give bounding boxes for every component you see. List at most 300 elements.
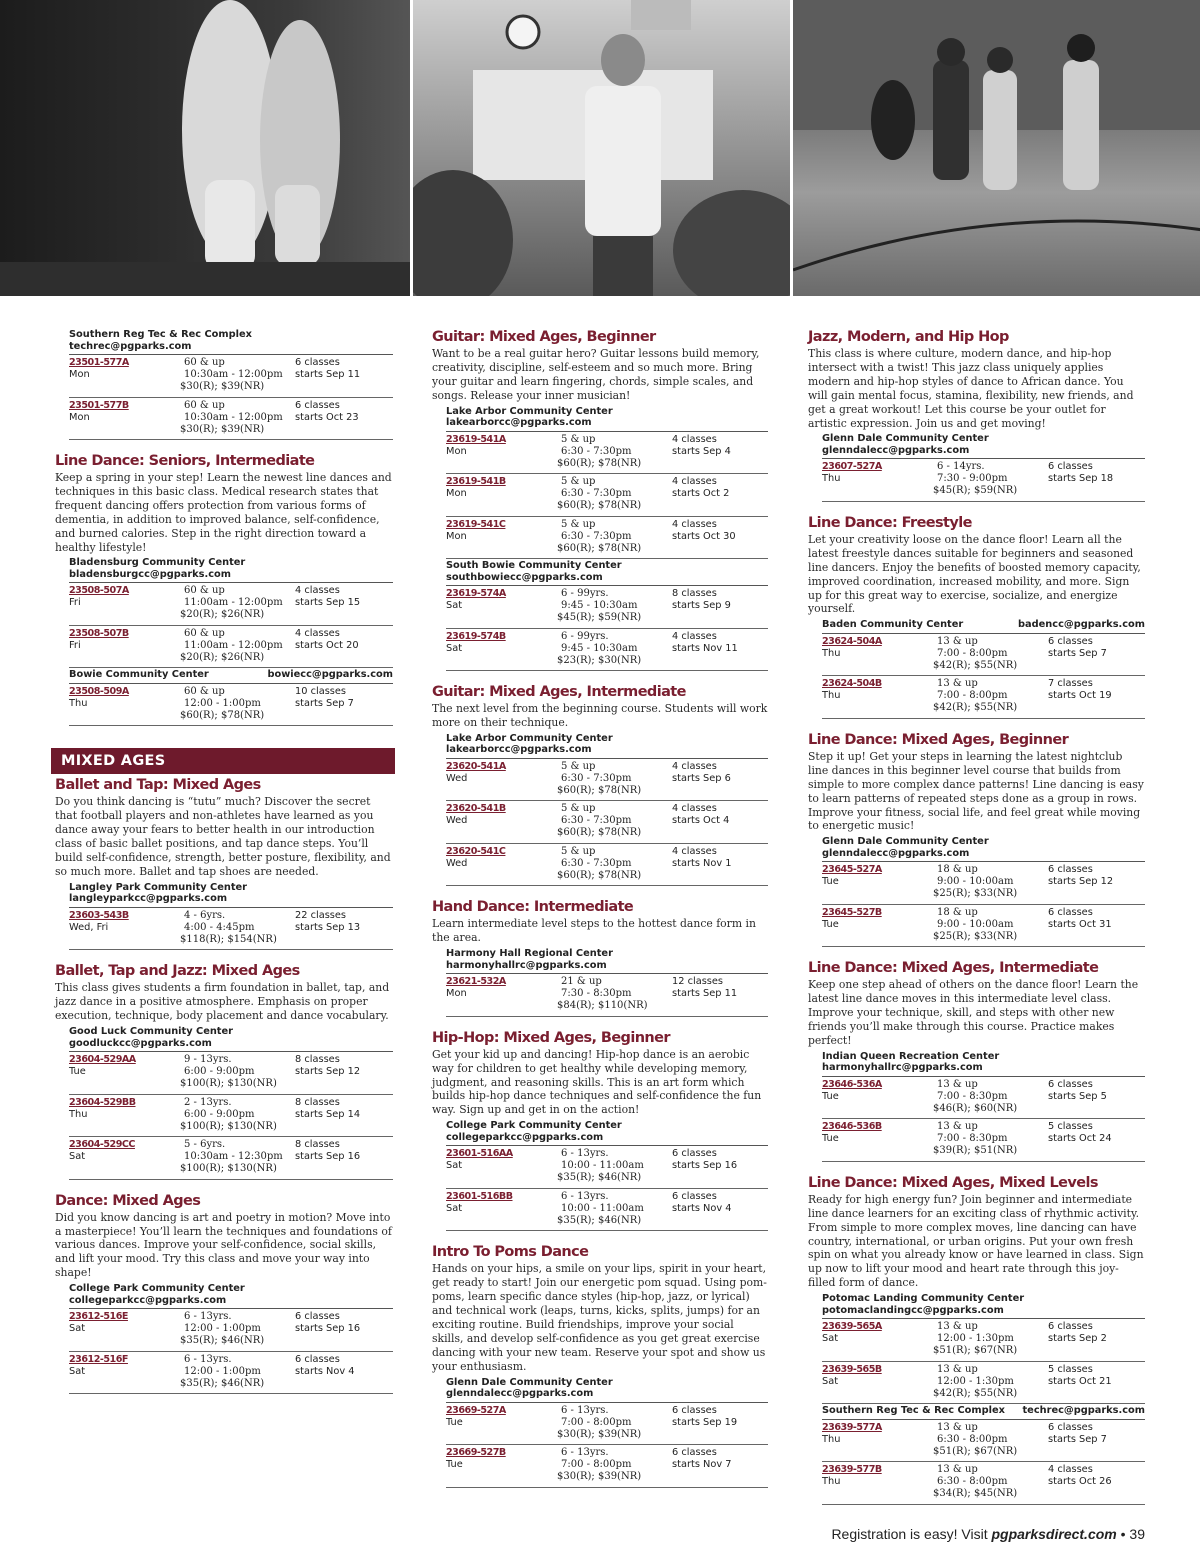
location-header — [446, 1119, 768, 1146]
course-code[interactable]: 23604-529BB — [69, 1096, 136, 1108]
class-count: 6 classes — [672, 1404, 717, 1416]
class-fee: $45(R); $59(NR) — [557, 612, 642, 624]
class-fee: $23(R); $30(NR) — [557, 654, 642, 666]
location-email[interactable]: lakearborcc@pgparks.com — [446, 417, 592, 429]
course-code[interactable]: 23612-516E — [69, 1311, 128, 1323]
course-code[interactable]: 23607-527A — [822, 461, 882, 473]
age-range: 60 & up — [184, 685, 225, 697]
class-time: 10:00 - 11:00am — [561, 1202, 644, 1214]
class-row — [822, 905, 1145, 948]
class-time: 6:00 - 9:00pm — [184, 1108, 255, 1120]
location-header — [446, 732, 768, 759]
location-email[interactable]: lakearborcc@pgparks.com — [446, 744, 592, 756]
class-fee: $30(R); $39(NR) — [180, 423, 265, 435]
footer-text: Registration is easy! Visit — [831, 1526, 992, 1542]
class-row — [69, 1309, 393, 1352]
age-range: 9 - 13yrs. — [184, 1054, 232, 1066]
course-description: Hands on your hips, a smile on your lips, spirit in your heart, get ready to start! Join our energetic pom squad. Using pom-poms, learn specific dance styles (hip-hop, jazz, or lyrical) and technical work (leaps, turns, kicks, splits, jumps) for an exciting routine. Build friendships, improve your social skills, and develop self-confidence as you get great exercise dancing with your new team. Reserve your spot and show us your enthusiasm. — [432, 1262, 767, 1373]
class-day: Sat — [822, 1333, 839, 1345]
page-footer — [831, 1526, 1145, 1542]
class-row — [446, 759, 768, 802]
class-count: 4 classes — [1048, 1464, 1093, 1476]
course-code[interactable]: 23646-536A — [822, 1078, 882, 1090]
age-range: 6 - 13yrs. — [561, 1190, 609, 1202]
class-time: 10:30am - 12:30pm — [184, 1151, 283, 1163]
class-row — [446, 1189, 768, 1232]
class-count: 4 classes — [672, 760, 717, 772]
class-time: 7:00 - 8:30pm — [937, 1133, 1008, 1145]
class-count: 6 classes — [1048, 1078, 1093, 1090]
course-description: Keep a spring in your step! Learn the newest line dances and techniques in this basic class. Medical research states that frequent dancing offers protection from various forms of dementia, in addition to improved balance, self-confidence, and burned calories. Step in the right direction toward a healthy lifestyle! — [55, 471, 392, 554]
course-code[interactable]: 23508-507A — [69, 585, 129, 597]
class-time: 6:30 - 8:00pm — [937, 1433, 1008, 1445]
class-fee: $25(R); $33(NR) — [933, 930, 1018, 942]
age-range: 5 & up — [561, 803, 596, 815]
start-date: starts Oct 2 — [672, 488, 730, 500]
course-code[interactable]: 23639-577B — [822, 1464, 882, 1476]
age-range: 60 & up — [184, 399, 225, 411]
age-range: 21 & up — [561, 976, 602, 988]
class-count: 6 classes — [295, 357, 340, 368]
class-time: 6:30 - 7:30pm — [561, 530, 632, 542]
website-link[interactable]: pgparksdirect.com — [991, 1526, 1117, 1542]
class-day: Wed — [446, 815, 468, 827]
location-name: Southern Reg Tec & Rec Complex — [822, 1405, 1005, 1417]
class-fee: $84(R); $110(NR) — [557, 1000, 648, 1012]
class-row — [446, 629, 768, 672]
class-fee: $30(R); $39(NR) — [180, 381, 265, 392]
location-email[interactable]: collegeparkcc@pgparks.com — [69, 1294, 227, 1306]
class-time: 7:30 - 9:00pm — [937, 473, 1008, 485]
line-dance-gym-photo — [793, 0, 1200, 296]
class-fee: $20(R); $26(NR) — [180, 609, 265, 621]
course-code[interactable]: 23624-504A — [822, 635, 882, 647]
course-code[interactable]: 23620-541A — [446, 760, 506, 772]
class-count: 4 classes — [672, 476, 717, 488]
location-name: College Park Community Center — [446, 1120, 622, 1132]
class-day: Wed — [446, 857, 468, 869]
start-date: starts Sep 6 — [672, 772, 731, 784]
class-day: Mon — [69, 411, 90, 423]
class-day: Thu — [822, 473, 841, 485]
age-range: 13 & up — [937, 1464, 978, 1476]
location-header — [446, 1376, 768, 1403]
class-day: Sat — [446, 600, 463, 612]
class-fee: $42(R); $55(NR) — [933, 1387, 1018, 1399]
course-section — [808, 731, 1145, 947]
class-fee: $25(R); $33(NR) — [933, 888, 1018, 900]
start-date: starts Oct 4 — [672, 815, 730, 827]
age-range: 13 & up — [937, 635, 978, 647]
class-day: Tue — [822, 876, 839, 888]
class-row — [446, 474, 768, 517]
location-email[interactable]: harmonyhallrc@pgparks.com — [822, 1062, 983, 1074]
location-name: Harmony Hall Regional Center — [446, 948, 613, 960]
course-section — [432, 1243, 768, 1487]
class-time: 7:30 - 8:30pm — [561, 988, 632, 1000]
location-name: Glenn Dale Community Center — [822, 433, 989, 445]
course-title: Intro To Poms Dance — [432, 1244, 589, 1261]
location-header — [69, 1025, 393, 1052]
course-code[interactable]: 23620-541C — [446, 845, 506, 857]
course-title: Hand Dance: Intermediate — [432, 899, 634, 916]
course-code[interactable]: 23612-516F — [69, 1353, 128, 1365]
class-time: 10:30am - 12:00pm — [184, 369, 283, 380]
class-row — [822, 1077, 1145, 1120]
class-day: Mon — [446, 488, 467, 500]
section-spacer — [55, 440, 393, 452]
course-title: Guitar: Mixed Ages, Beginner — [432, 329, 656, 345]
class-count: 4 classes — [295, 585, 340, 597]
class-day: Thu — [822, 1433, 841, 1445]
class-day: Wed — [446, 772, 468, 784]
class-time: 9:45 - 10:30am — [561, 642, 638, 654]
class-fee: $51(R); $67(NR) — [933, 1445, 1018, 1457]
class-day: Thu — [69, 697, 88, 709]
location-header — [69, 328, 393, 355]
class-row — [822, 862, 1145, 905]
location-email[interactable]: langleyparkcc@pgparks.com — [69, 893, 228, 905]
age-range: 13 & up — [937, 1121, 978, 1133]
class-count: 6 classes — [295, 1311, 340, 1323]
location-name: Potomac Landing Community Center — [822, 1293, 1025, 1305]
age-range: 60 & up — [184, 357, 225, 368]
location-email[interactable]: collegeparkcc@pgparks.com — [446, 1131, 604, 1143]
class-row — [446, 974, 768, 1017]
class-fee: $20(R); $26(NR) — [180, 651, 265, 663]
course-code[interactable]: 23508-509A — [69, 685, 129, 697]
class-time: 12:00 - 1:00pm — [184, 697, 261, 709]
class-time: 7:00 - 8:30pm — [937, 1090, 1008, 1102]
start-date: starts Sep 16 — [295, 1151, 361, 1163]
column-3 — [808, 328, 1145, 1517]
class-row — [446, 844, 768, 887]
class-row — [69, 684, 393, 727]
course-description: Get your kid up and dancing! Hip-hop dance is an aerobic way for children to get healthy while developing memory, judgment, and reasoning skills. This is an art form which builds hip-hop dance techniques and self-confidence the fun way. Sign up and get in on the action! — [432, 1047, 762, 1117]
start-date: starts Sep 7 — [1048, 647, 1107, 659]
class-time: 12:00 - 1:30pm — [937, 1333, 1014, 1345]
start-date: starts Sep 11 — [672, 988, 738, 1000]
class-day: Sat — [446, 1202, 463, 1214]
course-code[interactable]: 23619-541A — [446, 433, 506, 445]
age-range: 6 - 13yrs. — [561, 1148, 609, 1160]
class-row — [446, 517, 768, 560]
age-range: 13 & up — [937, 678, 978, 690]
start-date: starts Sep 18 — [1048, 473, 1114, 485]
course-code[interactable]: 23621-532A — [446, 976, 506, 988]
class-fee: $39(R); $51(NR) — [933, 1145, 1018, 1157]
start-date: starts Sep 12 — [295, 1066, 361, 1078]
start-date: starts Oct 23 — [295, 411, 359, 423]
class-time: 11:00am - 12:00pm — [184, 597, 283, 609]
class-row — [822, 676, 1145, 719]
class-fee: $100(R); $130(NR) — [180, 1163, 277, 1175]
location-email[interactable]: bladensburgcc@pgparks.com — [69, 568, 231, 580]
location-header — [446, 559, 768, 586]
class-time: 12:00 - 1:30pm — [937, 1375, 1014, 1387]
location-email[interactable]: glenndalecc@pgparks.com — [446, 1388, 594, 1400]
course-code[interactable]: 23639-565A — [822, 1321, 882, 1333]
class-count: 4 classes — [672, 433, 717, 445]
age-range: 6 - 99yrs. — [561, 588, 609, 600]
course-section — [55, 1192, 393, 1395]
pointe-shoes-illustration — [0, 0, 410, 296]
section-spacer — [432, 1231, 768, 1243]
course-description: The next level from the beginning course. Students will work more on their technique. — [432, 702, 768, 730]
course-description: This class is where culture, modern dance, and hip-hop intersect with a twist! This jazz class uniquely applies modern and hip-hop styles of dance to African dance. You will gain mental focus, stamina, flexibility, new friends, and get a great workout! Let this course be your outlet for artistic expression. Join us and get moving! — [808, 347, 1134, 430]
start-date: starts Sep 15 — [295, 597, 361, 609]
course-section — [808, 328, 1145, 502]
class-row — [822, 1119, 1145, 1162]
class-row — [69, 1095, 393, 1138]
class-day: Tue — [822, 1133, 839, 1145]
start-date: starts Nov 7 — [672, 1459, 732, 1471]
class-time: 7:00 - 8:00pm — [561, 1459, 632, 1471]
class-fee: $60(R); $78(NR) — [557, 542, 642, 554]
class-count: 6 classes — [672, 1190, 717, 1202]
class-fee: $42(R); $55(NR) — [933, 659, 1018, 671]
class-day: Tue — [69, 1066, 86, 1078]
class-time: 4:00 - 4:45pm — [184, 921, 255, 933]
age-range: 6 - 13yrs. — [561, 1447, 609, 1459]
class-time: 6:30 - 7:30pm — [561, 815, 632, 827]
class-row — [69, 1352, 393, 1395]
start-date: starts Sep 7 — [295, 697, 354, 709]
class-count: 5 classes — [1048, 1363, 1093, 1375]
class-row — [446, 432, 768, 475]
class-count: 6 classes — [1048, 1421, 1093, 1433]
course-code[interactable]: 23669-527A — [446, 1404, 506, 1416]
section-spacer — [808, 502, 1145, 514]
location-name: College Park Community Center — [69, 1283, 245, 1295]
location-email[interactable]: goodluckcc@pgparks.com — [69, 1037, 212, 1049]
location-email[interactable]: techrec@pgparks.com — [69, 340, 192, 352]
class-count: 6 classes — [1048, 864, 1093, 876]
start-date: starts Oct 26 — [1048, 1476, 1112, 1488]
course-description: Keep one step ahead of others on the dance floor! Learn the latest line dance moves in this intermediate level class. Improve your technique, skill, and steps with other new friends you’ll make through this course. Practice makes perfect! — [808, 978, 1139, 1047]
location-header — [822, 1404, 1145, 1420]
course-code[interactable]: 23601-516AA — [446, 1148, 513, 1160]
age-range: 13 & up — [937, 1421, 978, 1433]
class-count: 12 classes — [672, 976, 724, 988]
class-fee: $51(R); $67(NR) — [933, 1345, 1018, 1357]
course-title: Jazz, Modern, and Hip Hop — [808, 329, 1009, 345]
age-range: 18 & up — [937, 864, 978, 876]
class-fee: $35(R); $46(NR) — [180, 1377, 265, 1389]
age-range: 60 & up — [184, 627, 225, 639]
course-code[interactable]: 23620-541B — [446, 803, 506, 815]
location-email[interactable]: glenndalecc@pgparks.com — [822, 847, 970, 859]
class-time: 12:00 - 1:00pm — [184, 1365, 261, 1377]
course-code[interactable]: 23603-543B — [69, 909, 129, 921]
class-row — [822, 1420, 1145, 1463]
class-row — [822, 459, 1145, 502]
location-name: South Bowie Community Center — [446, 560, 622, 572]
line-dance-illustration — [793, 0, 1200, 296]
course-code[interactable]: 23508-507B — [69, 627, 129, 639]
class-day: Sat — [446, 642, 463, 654]
class-row — [69, 908, 393, 951]
start-date: starts Oct 20 — [295, 639, 359, 651]
class-day: Thu — [69, 1108, 88, 1120]
start-date: starts Oct 24 — [1048, 1133, 1112, 1145]
class-day: Mon — [446, 988, 467, 1000]
class-count: 22 classes — [295, 909, 347, 921]
course-code[interactable]: 23646-536B — [822, 1121, 882, 1133]
class-count: 4 classes — [672, 518, 717, 530]
class-count: 6 classes — [1048, 635, 1093, 647]
course-code[interactable]: 23645-527B — [822, 906, 882, 918]
course-title: Line Dance: Mixed Ages, Mixed Levels — [808, 1174, 1098, 1191]
section-spacer — [55, 1180, 393, 1192]
start-date: starts Nov 4 — [672, 1202, 732, 1214]
age-range: 4 - 6yrs. — [184, 909, 226, 921]
course-code[interactable]: 23639-577A — [822, 1421, 882, 1433]
location-name: Southern Reg Tec & Rec Complex — [69, 329, 252, 340]
course-code[interactable]: 23639-565B — [822, 1363, 882, 1375]
location-header — [69, 1282, 393, 1309]
location-email[interactable]: badencc@pgparks.com — [1018, 619, 1145, 631]
start-date: starts Nov 11 — [672, 642, 738, 654]
class-fee: $60(R); $78(NR) — [557, 827, 642, 839]
class-fee: $46(R); $60(NR) — [933, 1102, 1018, 1114]
location-name: Lake Arbor Community Center — [446, 732, 613, 744]
age-range: 6 - 13yrs. — [184, 1311, 232, 1323]
class-time: 7:00 - 8:00pm — [937, 647, 1008, 659]
course-code[interactable]: 23604-529AA — [69, 1054, 136, 1066]
class-count: 7 classes — [1048, 678, 1093, 690]
age-range: 60 & up — [184, 585, 225, 597]
location-email[interactable]: southbowiecc@pgparks.com — [446, 571, 603, 583]
class-row — [822, 634, 1145, 677]
class-day: Thu — [822, 647, 841, 659]
section-spacer — [55, 950, 393, 962]
location-name: Bowie Community Center — [69, 669, 209, 681]
section-spacer — [432, 1488, 768, 1500]
class-fee: $34(R); $45(NR) — [933, 1488, 1018, 1500]
class-count: 6 classes — [295, 399, 340, 411]
class-fee: $60(R); $78(NR) — [557, 457, 642, 469]
age-range: 5 - 6yrs. — [184, 1139, 226, 1151]
course-description: Did you know dancing is art and poetry in motion? Move into a masterpiece! You’ll learn the techniques and foundations of various dances. Improve your self-confidence, social skills, and lift your mood. Try this class and move your way into shape! — [55, 1210, 392, 1280]
location-header — [822, 618, 1145, 634]
class-count: 8 classes — [295, 1054, 340, 1066]
header-photos — [0, 0, 1200, 296]
class-time: 12:00 - 1:00pm — [184, 1323, 261, 1335]
class-count: 5 classes — [1048, 1121, 1093, 1133]
course-description: This class gives students a firm foundation in ballet, tap, and jazz dance in a positive atmosphere. Emphasis on proper execution, technique, body placement and dance vocabulary. — [55, 981, 390, 1023]
class-fee: $30(R); $39(NR) — [557, 1428, 642, 1440]
location-email[interactable]: bowiecc@pgparks.com — [267, 669, 393, 681]
course-code[interactable]: 23601-516BB — [446, 1190, 513, 1202]
course-title: Hip-Hop: Mixed Ages, Beginner — [432, 1029, 670, 1046]
location-email[interactable]: harmonyhallrc@pgparks.com — [446, 959, 607, 971]
start-date: starts Sep 4 — [672, 445, 731, 457]
location-email[interactable]: potomaclandingcc@pgparks.com — [822, 1304, 1004, 1316]
course-code[interactable]: 23669-527B — [446, 1447, 506, 1459]
guitar-class-illustration — [413, 0, 790, 296]
class-fee: $100(R); $130(NR) — [180, 1078, 277, 1090]
age-range: 18 & up — [937, 906, 978, 918]
course-title: Line Dance: Freestyle — [808, 514, 972, 531]
course-section — [432, 898, 768, 1016]
class-row — [69, 1052, 393, 1095]
class-fee: $100(R); $130(NR) — [180, 1120, 277, 1132]
location-name: Glenn Dale Community Center — [822, 836, 989, 848]
age-range: 6 - 13yrs. — [184, 1353, 232, 1365]
class-time: 7:00 - 8:00pm — [937, 690, 1008, 702]
course-code[interactable]: 23501-577B — [69, 399, 129, 411]
class-time: 6:30 - 7:30pm — [561, 445, 632, 457]
course-description: Let your creativity loose on the dance floor! Learn all the latest freestyle dances suitable for beginners and seasoned line dancers. Enjoy the benefits of boosted memory capacity, improved coordination, increased mobility, and more. Sign up for this great way to exercise, socialize, and energize yourself. — [808, 532, 1141, 616]
course-code[interactable]: 23501-577A — [69, 357, 129, 368]
course-code[interactable]: 23619-541C — [446, 518, 506, 530]
age-range: 6 - 99yrs. — [561, 630, 609, 642]
course-code[interactable]: 23619-541B — [446, 476, 506, 488]
course-section — [808, 959, 1145, 1162]
section-spacer — [808, 947, 1145, 959]
start-date: starts Sep 14 — [295, 1108, 361, 1120]
course-title: Guitar: Mixed Ages, Intermediate — [432, 684, 686, 701]
class-day: Thu — [822, 690, 841, 702]
class-count: 4 classes — [672, 845, 717, 857]
age-range: 5 & up — [561, 476, 596, 488]
class-fee: $35(R); $46(NR) — [557, 1214, 642, 1226]
class-day: Sat — [69, 1151, 86, 1163]
course-code[interactable]: 23604-529CC — [69, 1139, 135, 1151]
course-title: Ballet and Tap: Mixed Ages — [55, 777, 261, 794]
location-header — [69, 668, 393, 684]
section-spacer — [55, 1394, 393, 1406]
class-fee: $60(R); $78(NR) — [557, 869, 642, 881]
class-time: 9:00 - 10:00am — [937, 918, 1014, 930]
location-email[interactable]: techrec@pgparks.com — [1022, 1405, 1145, 1417]
class-fee: $60(R); $78(NR) — [180, 709, 265, 721]
start-date: starts Sep 12 — [1048, 876, 1114, 888]
class-row — [446, 586, 768, 629]
class-day: Tue — [446, 1416, 463, 1428]
class-count: 8 classes — [295, 1139, 340, 1151]
course-code[interactable]: 23619-574A — [446, 588, 506, 600]
class-day: Mon — [446, 530, 467, 542]
start-date: starts Oct 31 — [1048, 918, 1112, 930]
age-range: 2 - 13yrs. — [184, 1096, 232, 1108]
class-time: 6:00 - 9:00pm — [184, 1066, 255, 1078]
column-2 — [432, 328, 768, 1500]
guitar-class-photo — [410, 0, 793, 296]
class-day: Sat — [822, 1375, 839, 1387]
section-spacer — [808, 719, 1145, 731]
class-count: 8 classes — [672, 588, 717, 600]
start-date: starts Oct 21 — [1048, 1375, 1112, 1387]
section-spacer — [808, 1162, 1145, 1174]
section-spacer — [432, 886, 768, 898]
location-name: Glenn Dale Community Center — [446, 1376, 613, 1388]
course-code[interactable]: 23619-574B — [446, 630, 506, 642]
course-description: Ready for high energy fun? Join beginner and intermediate line dance learners for an exciting class of rhythmic activity. From simple to more complex moves, line dancing can have country, international, or urban origins. Put your own fresh spin on what you already know or have learned in class. Sign up now to lift your mood and heart rate through this joy-filled form of dance. — [808, 1192, 1144, 1290]
class-fee: $42(R); $55(NR) — [933, 702, 1018, 714]
location-header — [69, 881, 393, 908]
section-spacer — [432, 1017, 768, 1029]
course-section — [55, 776, 393, 950]
age-range: 5 & up — [561, 845, 596, 857]
course-code[interactable]: 23624-504B — [822, 678, 882, 690]
course-code[interactable]: 23645-527A — [822, 864, 882, 876]
location-email[interactable]: glenndalecc@pgparks.com — [822, 444, 970, 456]
column-1 — [55, 328, 393, 1406]
class-day: Tue — [822, 1090, 839, 1102]
class-row — [446, 801, 768, 844]
